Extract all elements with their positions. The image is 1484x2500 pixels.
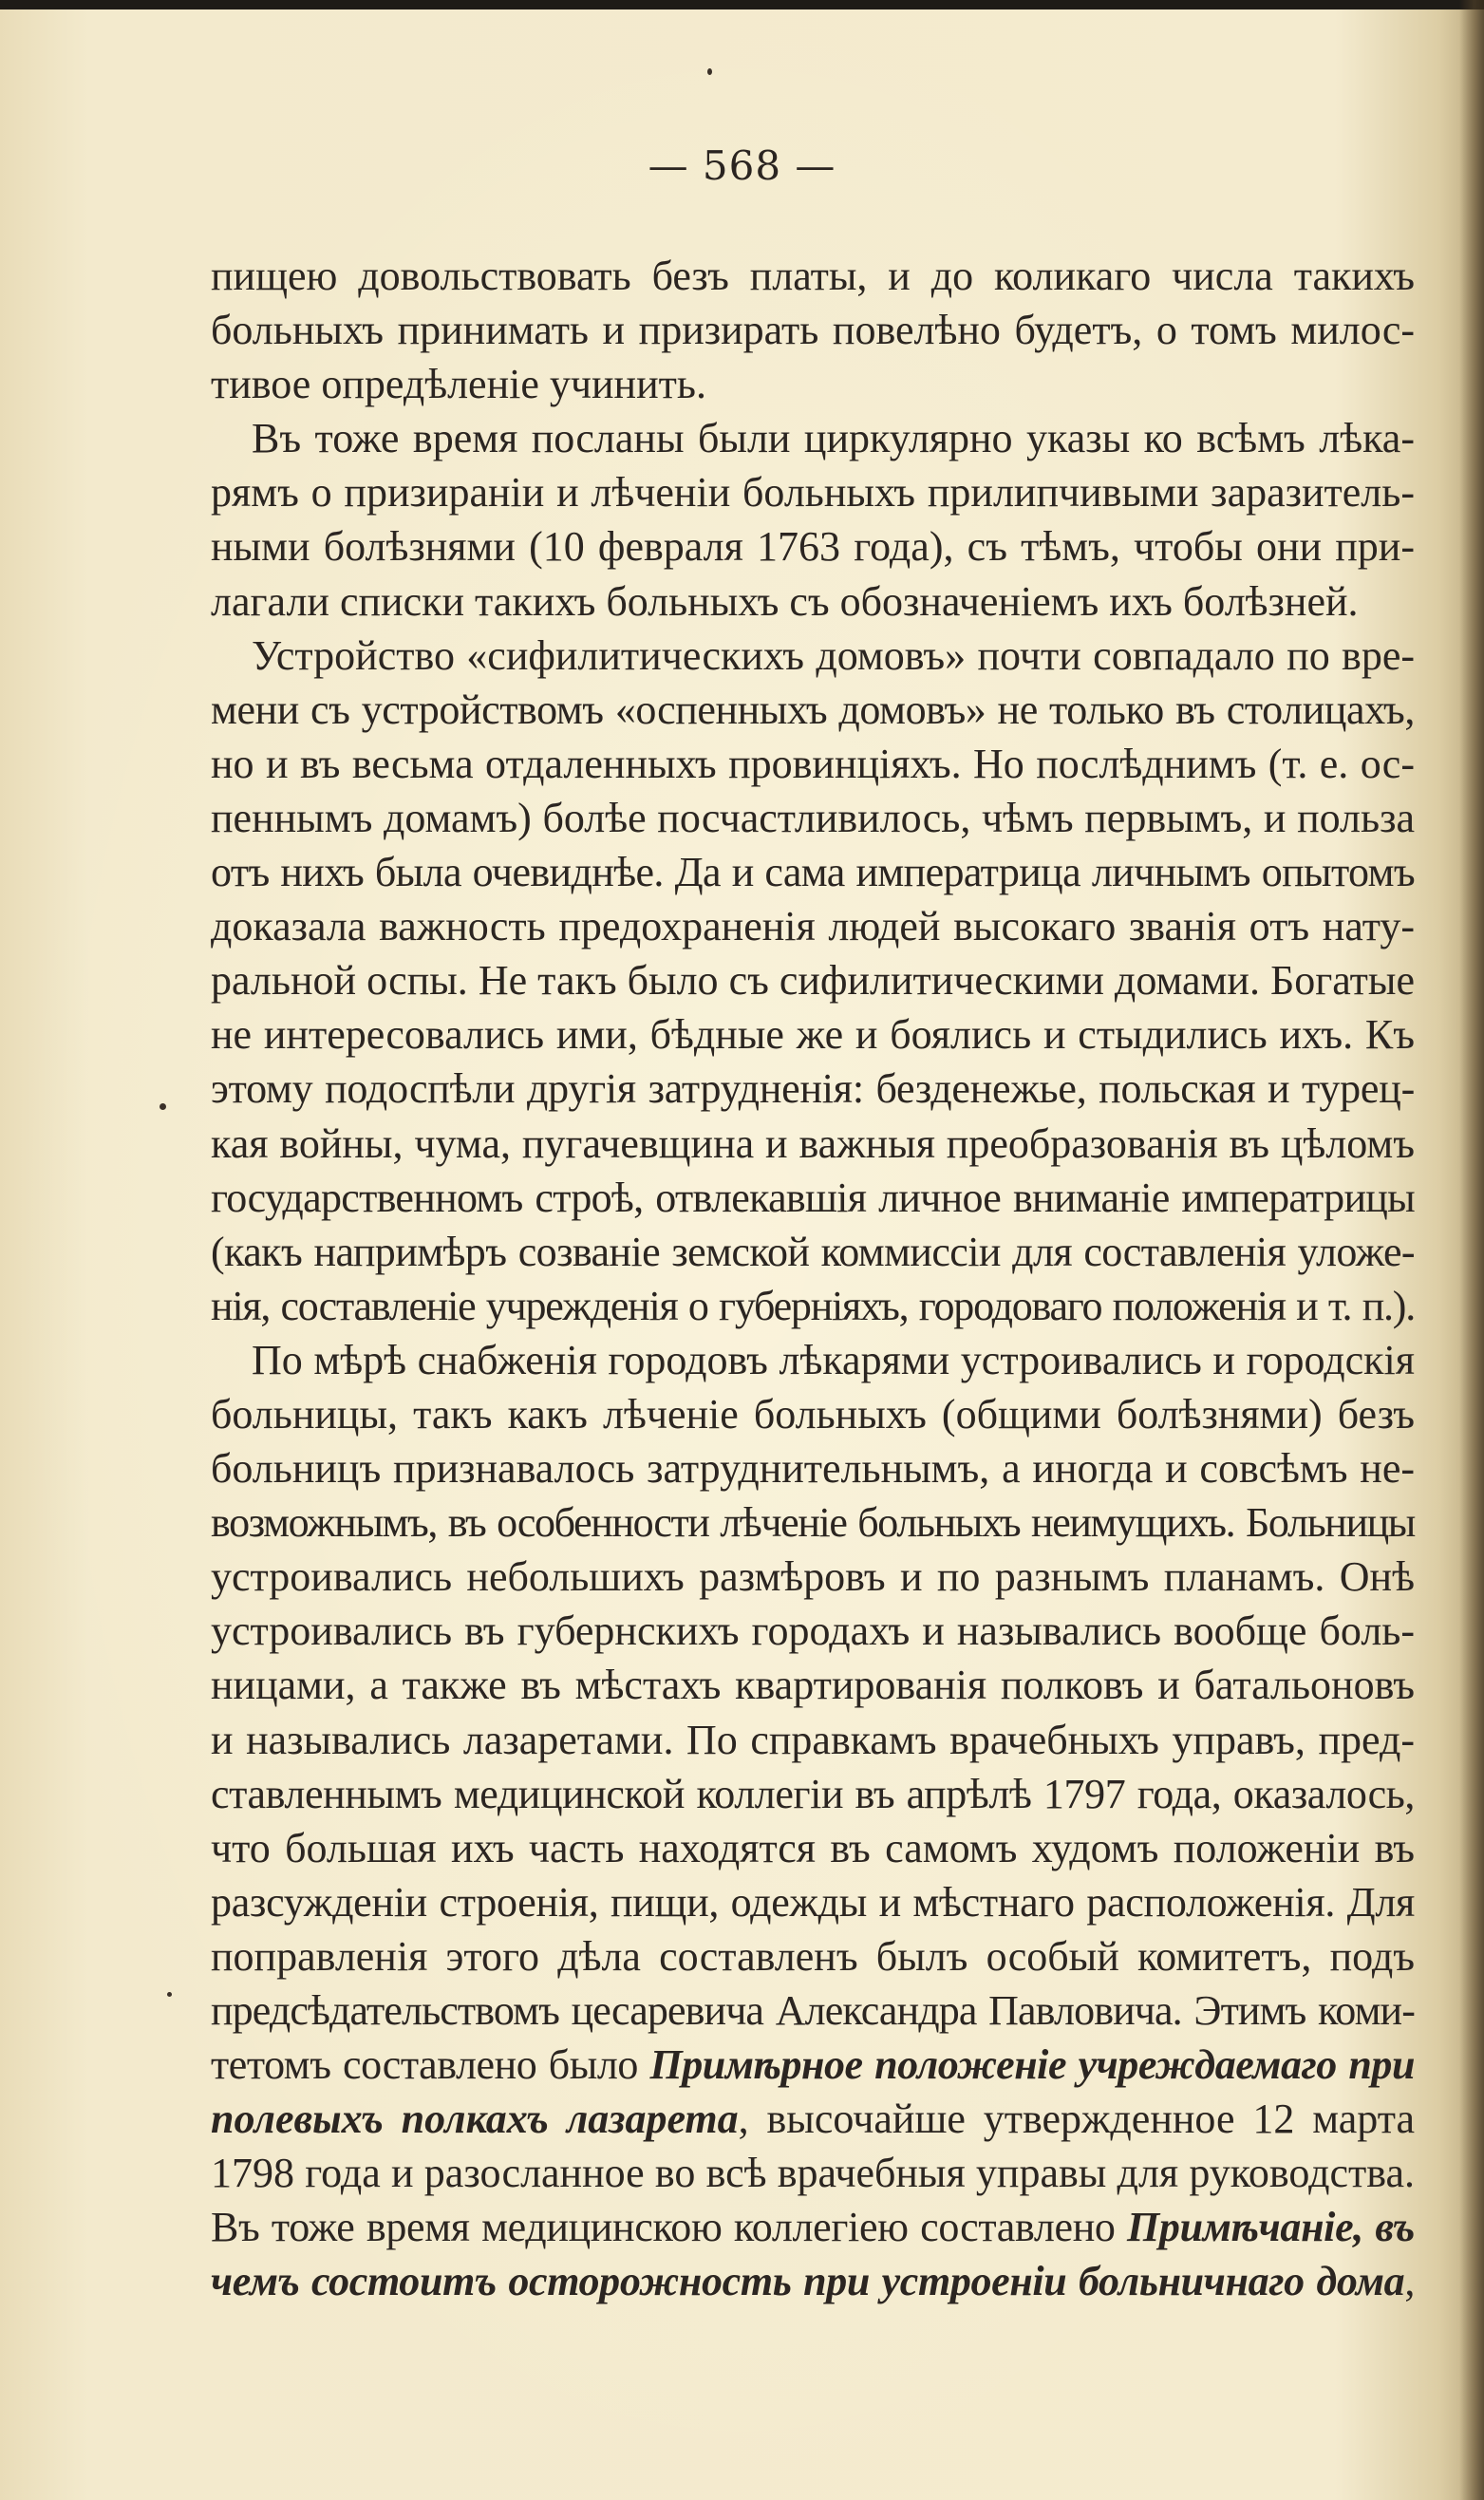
text-line: пищею довольствовать безъ платы, и до коликаго числа такихъ — [211, 253, 1415, 299]
text-line: ными болѣзнями (10 февраля 1763 года), съ тѣмъ, чтобы они при- — [211, 523, 1415, 571]
text-line: кая войны, чума, пугачевщина и важныя преобразованія въ цѣломъ — [211, 1119, 1415, 1167]
text-line: пеннымъ домамъ) болѣе посчастливилось, чѣмъ первымъ, и польза — [211, 794, 1415, 841]
book-binding-shadow — [1459, 0, 1484, 2500]
ink-speck — [707, 68, 712, 75]
text-segment: Въ тоже время медицинскою коллегіею составлено — [211, 2204, 1128, 2251]
text-line: возможнымъ, въ особенности лѣченіе больныхъ неимущихъ. Больницы — [211, 1499, 1415, 1547]
text-line: отъ нихъ была очевиднѣе. Да и сама императрица личнымъ опытомъ — [211, 849, 1415, 896]
text-line: больныхъ принимать и призирать повелѣно будетъ, о томъ милос- — [211, 307, 1415, 354]
body-text — [211, 249, 1415, 2309]
italic-title-text: Примѣчаніе, въ — [1127, 2204, 1416, 2251]
ink-speck — [160, 1103, 166, 1110]
text-line: больницы, такъ какъ лѣченіе больныхъ (общими болѣзнями) безъ — [211, 1390, 1415, 1438]
text-line: предсѣдательствомъ цесаревича Александра Павловича. Этимъ коми- — [211, 1987, 1415, 2034]
text-line: доказала важность предохраненія людей высокаго званія отъ нату- — [211, 903, 1415, 950]
text-line: ницами, а также въ мѣстахъ квартированія полковъ и батальоновъ — [211, 1662, 1415, 1709]
scan-top-edge — [0, 0, 1484, 9]
text-line: рямъ о призираніи и лѣченіи больныхъ прилипчивыми заразитель- — [211, 469, 1415, 517]
italic-title-text: чемъ состоитъ осторожность при устроеніи больничнаго дома — [211, 2258, 1405, 2305]
text-line: тивое опредѣленіе учинить. — [211, 361, 706, 408]
page-number: — 568 — — [648, 142, 836, 189]
text-line: государственномъ строѣ, отвлекавшія личное вниманіе императрицы — [211, 1174, 1415, 1221]
text-line — [211, 2200, 1415, 2254]
text-line: больницъ признавалось затруднительнымъ, а иногда и совсѣмъ не- — [211, 1445, 1415, 1493]
text-line: ставленнымъ медицинской коллегіи въ апрѣлѣ 1797 года, оказалось, — [211, 1770, 1415, 1817]
text-line — [211, 2254, 1415, 2308]
text-line — [211, 2038, 1415, 2092]
text-line: поправленія этого дѣла составленъ былъ особый комитетъ, подъ — [211, 1932, 1415, 1980]
text-line: мени съ устройствомъ «оспенныхъ домовъ» не только въ столицахъ, — [211, 686, 1415, 733]
text-line: устроивались въ губернскихъ городахъ и назывались вообще боль- — [211, 1607, 1415, 1655]
italic-title-text: Примѣрное положеніе учреждаемаго при — [649, 2041, 1415, 2089]
text-line: (какъ напримѣръ созваніе земской коммиссіи для составленія уложе- — [211, 1228, 1415, 1275]
text-segment: тетомъ составлено было — [211, 2041, 650, 2089]
text-line: 1798 года и разосланное во всѣ врачебныя управы для руководства. — [211, 2150, 1415, 2197]
italic-title-text: полевыхъ полкахъ лазарета — [211, 2096, 739, 2143]
text-line: лагали списки такихъ больныхъ съ обозначеніемъ ихъ болѣзней. — [211, 577, 1359, 625]
text-segment: , — [1404, 2258, 1415, 2305]
text-line: не интересовались ими, бѣдные же и боялись и стыдились ихъ. Къ — [211, 1011, 1415, 1059]
text-line — [211, 2092, 1415, 2146]
text-line: разсужденіи строенія, пищи, одежды и мѣстнаго расположенія. Для — [211, 1878, 1415, 1926]
text-line: но и въ весьма отдаленныхъ провинціяхъ. Но послѣднимъ (т. е. ос- — [211, 740, 1415, 787]
ink-speck — [167, 1992, 172, 1997]
text-line: устроивались небольшихъ размѣровъ и по разнымъ планамъ. Онѣ — [211, 1553, 1415, 1601]
text-line: что большая ихъ часть находятся въ самомъ худомъ положеніи въ — [211, 1824, 1415, 1871]
text-line: Въ тоже время посланы были циркулярно указы ко всѣмъ лѣка- — [252, 415, 1415, 462]
text-line: нія, составленіе учрежденія о губерніяхъ, городоваго положенія и т. п.). — [211, 1282, 1415, 1329]
text-line: ральной оспы. Не такъ было съ сифилитическими домами. Богатые — [211, 957, 1415, 1005]
text-line: По мѣрѣ снабженія городовъ лѣкарями устроивались и городскія — [252, 1336, 1415, 1383]
text-line: Устройство «сифилитическихъ домовъ» почти совпадало по вре- — [252, 631, 1415, 679]
text-line: этому подоспѣли другія затрудненія: безденежье, польская и турец- — [211, 1065, 1415, 1113]
text-line: и назывались лазаретами. По справкамъ врачебныхъ управъ, пред- — [211, 1716, 1415, 1763]
text-segment: , высочайше утвержденное 12 марта — [738, 2096, 1415, 2143]
